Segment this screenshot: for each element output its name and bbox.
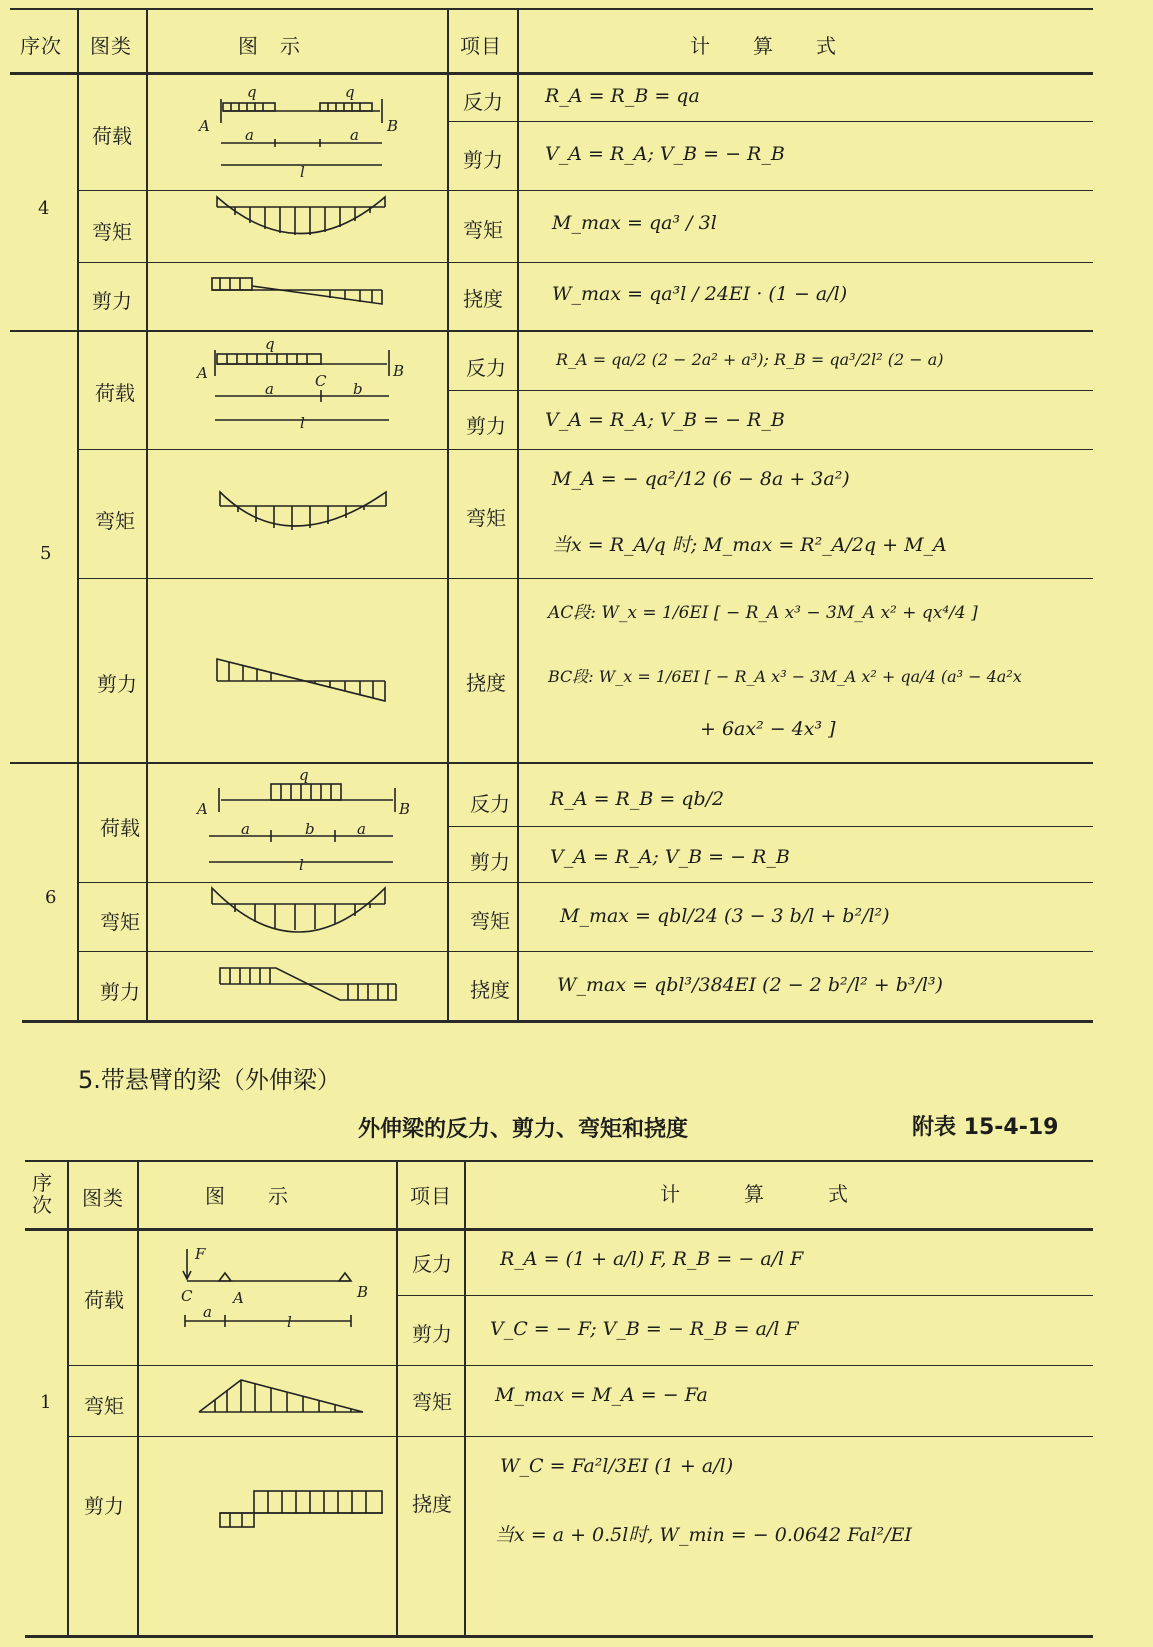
row-rule	[449, 826, 1093, 827]
shear-diagram	[210, 268, 390, 318]
item-label: 弯矩	[470, 909, 510, 933]
header-index: 序次	[32, 1171, 53, 1217]
row-rule	[398, 1295, 1093, 1296]
type-label: 剪力	[84, 1494, 124, 1518]
formula: V_A = R_A; V_B = − R_B	[550, 846, 790, 868]
item-label: 反力	[463, 90, 503, 114]
row-rule	[449, 390, 1093, 391]
formula: 当x = a + 0.5l时, W_min = − 0.0642 Fal²/EI	[495, 1524, 912, 1546]
row-index: 4	[38, 198, 50, 219]
table1-header-rule	[10, 72, 1093, 75]
item-label: 反力	[412, 1252, 452, 1276]
formula: W_max = qa³l / 24EI · (1 − a/l)	[552, 283, 848, 305]
row-rule	[79, 578, 447, 579]
load-diagram	[195, 83, 399, 185]
label-l: l	[300, 163, 305, 181]
label-q: q	[265, 335, 275, 353]
item-label: 反力	[470, 792, 510, 816]
row-index: 1	[40, 1392, 52, 1413]
item-label: 剪力	[463, 148, 503, 172]
formula: R_A = (1 + a/l) F, R_B = − a/l F	[500, 1248, 804, 1270]
label-B: B	[393, 362, 405, 380]
formula: R_A = R_B = qa	[545, 85, 700, 107]
header-item: 项目	[460, 34, 502, 58]
label-A: A	[197, 800, 208, 818]
row-rule	[79, 882, 447, 883]
row-rule	[449, 578, 1093, 579]
header-diagram: 图 示	[238, 34, 301, 58]
formula: W_C = Fa²l/3EI (1 + a/l)	[500, 1455, 734, 1477]
table1-col-line	[447, 8, 449, 1021]
table1-row4-bottom-rule	[10, 330, 1093, 332]
table1-top-rule	[10, 8, 1093, 10]
row-rule	[449, 449, 1093, 450]
label-b: b	[353, 380, 363, 398]
label-l: l	[299, 856, 304, 874]
label-q: q	[247, 83, 257, 101]
load-diagram	[175, 1245, 375, 1345]
formula: AC段: W_x = 1/6EI [ − R_A x³ − 3M_A x² + qx⁴/4 ]	[548, 603, 978, 623]
type-label: 弯矩	[95, 509, 135, 533]
item-label: 剪力	[470, 850, 510, 874]
type-label: 荷载	[95, 381, 135, 405]
load-diagram	[195, 766, 415, 874]
table2-bottom-rule	[25, 1635, 1093, 1638]
table1-col-line	[77, 8, 79, 1021]
formula: M_A = − qa²/12 (6 − 8a + 3a²)	[552, 468, 850, 490]
header-diagram: 图 示	[205, 1184, 289, 1208]
table1-col-line	[517, 8, 519, 1021]
label-a: a	[265, 380, 274, 398]
formula: + 6ax² − 4x³ ]	[700, 718, 836, 740]
row-rule	[398, 1365, 1093, 1366]
header-index: 序次	[20, 34, 62, 58]
table2-header-rule	[25, 1228, 1093, 1231]
formula: M_max = qbl/24 (3 − 3 b/l + b²/l²)	[560, 905, 890, 927]
item-label: 弯矩	[463, 218, 503, 242]
type-label: 弯矩	[100, 910, 140, 934]
header-type: 图类	[90, 34, 132, 58]
row-rule	[449, 121, 1093, 122]
type-label: 剪力	[92, 289, 132, 313]
shear-diagram	[218, 1485, 398, 1535]
formula: W_max = qbl³/384EI (2 − 2 b²/l² + b³/l³)	[557, 974, 943, 996]
label-F: F	[195, 1245, 206, 1263]
item-label: 挠度	[470, 978, 510, 1002]
type-label: 荷载	[100, 816, 140, 840]
table2-col-line	[67, 1160, 69, 1636]
label-A: A	[199, 117, 210, 135]
type-label: 弯矩	[92, 220, 132, 244]
row-rule	[449, 262, 1093, 263]
row-rule	[449, 882, 1093, 883]
label-l: l	[300, 414, 305, 432]
table-caption: 外伸梁的反力、剪力、弯矩和挠度	[358, 1117, 689, 1142]
table2-col-line	[396, 1160, 398, 1636]
row-rule	[449, 190, 1093, 191]
table1-bottom-rule	[22, 1020, 1093, 1023]
row-rule	[69, 1436, 396, 1437]
label-b: b	[305, 820, 315, 838]
moment-diagram	[215, 195, 395, 255]
formula: V_A = R_A; V_B = − R_B	[545, 409, 785, 431]
label-B: B	[387, 117, 399, 135]
section-title: 5.带悬臂的梁（外伸梁）	[78, 1066, 341, 1094]
header-item: 项目	[410, 1184, 452, 1208]
item-label: 反力	[466, 356, 506, 380]
label-l: l	[287, 1313, 292, 1331]
item-label: 挠度	[466, 671, 506, 695]
shear-diagram	[215, 655, 395, 715]
label-a: a	[203, 1303, 212, 1321]
row-rule	[398, 1436, 1093, 1437]
type-label: 荷载	[92, 124, 132, 148]
load-diagram	[195, 335, 405, 432]
header-formula: 计 算 式	[690, 34, 837, 58]
label-q: q	[299, 766, 309, 784]
row-rule	[79, 449, 447, 450]
moment-diagram	[218, 490, 398, 550]
shear-diagram	[218, 962, 408, 1012]
formula: R_A = R_B = qb/2	[550, 788, 725, 810]
item-label: 挠度	[412, 1492, 452, 1516]
type-label: 荷载	[84, 1288, 124, 1312]
label-C: C	[315, 372, 327, 390]
row-index: 6	[45, 887, 57, 908]
formula: M_max = qa³ / 3l	[552, 212, 717, 234]
label-C: C	[181, 1287, 193, 1305]
table-number: 附表 15-4-19	[912, 1115, 1059, 1140]
moment-diagram	[195, 1372, 375, 1422]
table1-row5-bottom-rule	[10, 762, 1093, 764]
item-label: 挠度	[463, 287, 503, 311]
formula: V_C = − F; V_B = − R_B = a/l F	[490, 1318, 799, 1340]
label-B: B	[399, 800, 411, 818]
formula: R_A = qa/2 (2 − 2a² + a³); R_B = qa³/2l² (2 − a)	[556, 350, 944, 369]
item-label: 剪力	[412, 1322, 452, 1346]
type-label: 剪力	[97, 672, 137, 696]
label-q: q	[345, 83, 355, 101]
header-type: 图类	[82, 1186, 124, 1210]
formula: M_max = M_A = − Fa	[495, 1384, 708, 1406]
item-label: 弯矩	[466, 506, 506, 530]
table2-col-line	[464, 1160, 466, 1636]
row-rule	[79, 262, 447, 263]
row-rule	[69, 1365, 396, 1366]
table2-top-rule	[25, 1160, 1093, 1162]
formula: 当x = R_A/q 时; M_max = R²_A/2q + M_A	[552, 534, 947, 556]
label-a: a	[241, 820, 250, 838]
row-index: 5	[40, 543, 52, 564]
formula: V_A = R_A; V_B = − R_B	[545, 143, 785, 165]
label-B: B	[357, 1283, 369, 1301]
label-a: a	[245, 126, 254, 144]
type-label: 弯矩	[84, 1394, 124, 1418]
label-a: a	[350, 126, 359, 144]
table1-col-line	[146, 8, 148, 1021]
moment-diagram	[210, 886, 390, 946]
label-a: a	[357, 820, 366, 838]
label-A: A	[233, 1289, 244, 1307]
row-rule	[79, 951, 447, 952]
row-rule	[449, 951, 1093, 952]
row-rule	[79, 190, 447, 191]
formula: BC段: W_x = 1/6EI [ − R_A x³ − 3M_A x² + qa/4 (a³ − 4a²x	[548, 667, 1022, 686]
header-formula: 计 算 式	[660, 1182, 849, 1206]
table2-col-line	[137, 1160, 139, 1636]
label-A: A	[197, 364, 208, 382]
type-label: 剪力	[100, 980, 140, 1004]
item-label: 剪力	[466, 414, 506, 438]
item-label: 弯矩	[412, 1390, 452, 1414]
